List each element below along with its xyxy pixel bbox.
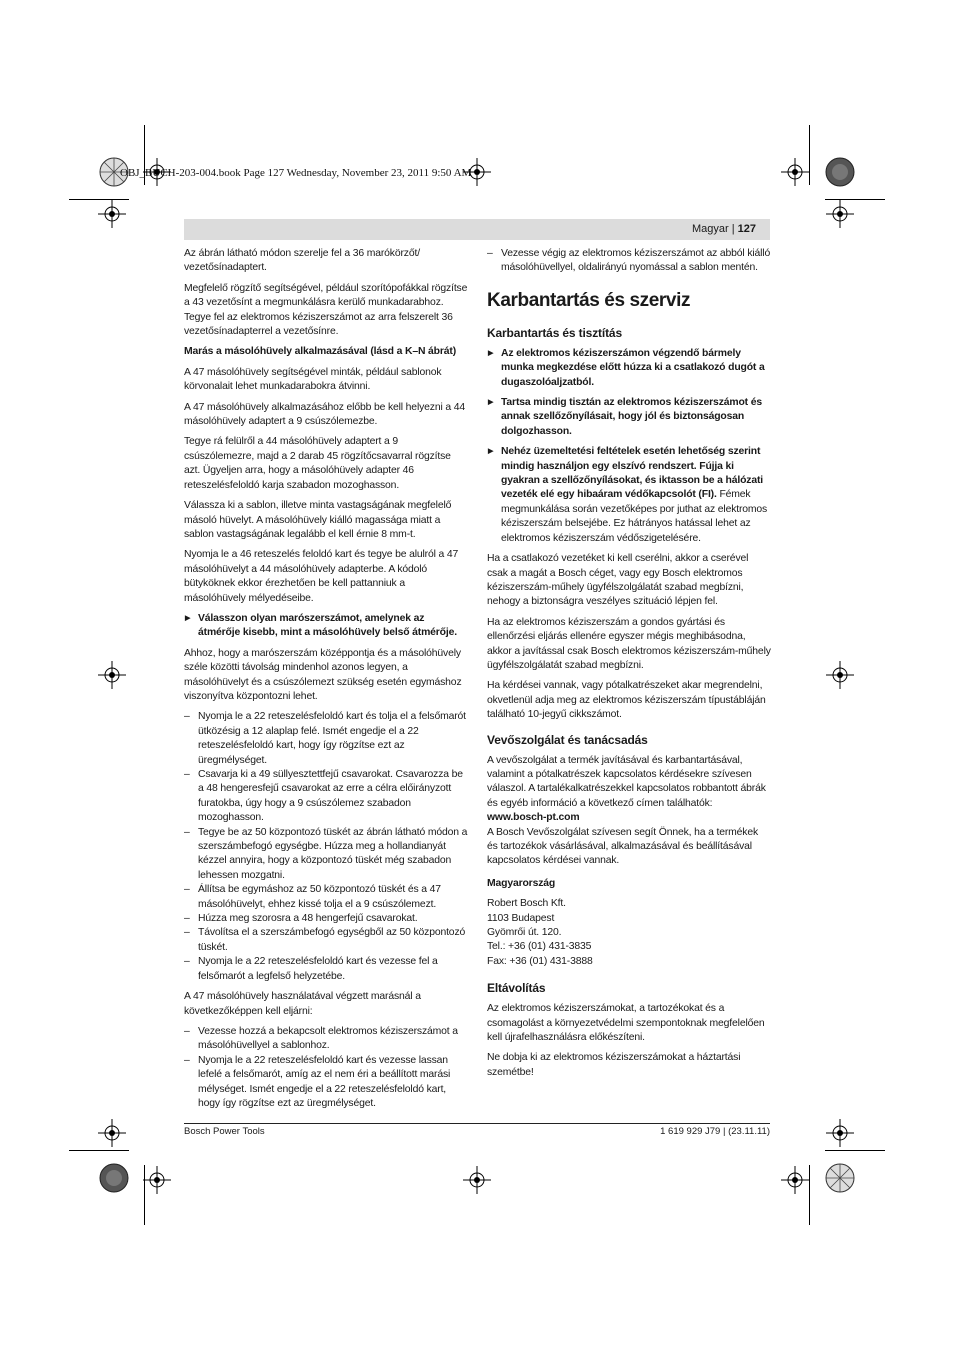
warning-item xyxy=(487,445,771,546)
paragraph: Megfelelő rögzítő segítségével, például szorítópofákkal rögzítse a 43 vezetősínt a megmunkálásra kerülő munkadarabhoz. Tegye fel az elektromos kéziszerszámot az arra felszerelt 36 vezetősínadapterrel a vezetősínre. xyxy=(184,282,468,338)
footer-code: 1 619 929 J79 | (23.11.11) xyxy=(660,1126,770,1137)
page-number: 127 xyxy=(737,223,756,235)
list-item: – Tegye be az 50 központozó tüskét az ábrán látható módon a szerszámbefogó egységbe. Húzza meg a hollandianyát kézzel annyira, hogy a központozó tüskét még szabadon lehessen mozgatni. xyxy=(184,826,468,884)
country-heading: Magyarország xyxy=(487,877,556,889)
paragraph: A 47 másolóhüvely segítségével minták, például sablonok körvonalait lehet munkadarabokra átvinni. xyxy=(184,366,442,393)
warning-item: ▶ Az elektromos kéziszerszámon végzendő bármely munka megkezdése előtt húzza ki a csatlakozó dugót a dugaszolóaljzatból. xyxy=(487,347,771,390)
section-subtitle: Vevőszolgálat és tanácsadás xyxy=(487,732,648,747)
registration-crosshair-icon xyxy=(98,1119,126,1147)
address-block xyxy=(487,897,771,969)
registration-crosshair-icon xyxy=(826,1119,854,1147)
paragraph: Ha az elektromos kéziszerszám a gondos gyártási és ellenőrzési eljárás ellenére egyszer mégis meghibásodna, akkor a javítással csak Bosch elektromos kéziszerszám-műhely ügyfélszolgálatát szabad megbízni. xyxy=(487,616,771,671)
list-item: – Nyomja le a 22 reteszelésfeloldó kart és tolja el a felsőmarót ütközésig a 12 alaplap felé. Ismét engedje el a 22 reteszelésfeloldó kart, hogy így rögzítse ezt az üregmélységet. xyxy=(184,710,468,768)
registration-crosshair-icon xyxy=(463,1166,491,1194)
paragraph: Az elektromos kéziszerszámokat, a tartozékokat és a csomagolást a környezetvédelmi szempontoknak megfelelően kell újrafelhasználásra előkészíteni. xyxy=(487,1003,765,1044)
address-line: Tel.: +36 (01) 431-3835 xyxy=(487,941,592,953)
crop-mark xyxy=(809,125,810,185)
paragraph: A vevőszolgálat a termék javításával és karbantartásával, valamint a pótalkatrészek kapcsolatos kérdésekre szívesen válaszol. A tartalékalkatrészekkel kapcsolatos robbantott ábrák és egyéb információ a következő címen találhatók: xyxy=(487,754,766,809)
paragraph: A Bosch Vevőszolgálat szívesen segít Önnek, ha a termékek és tartozékok vásárlásával, alkalmazásával és beállításával kapcsolatos kérdései vannak. xyxy=(487,826,758,867)
list-item: – Nyomja le a 22 reteszelésfeloldó kart és vezesse lassan lefelé a felsőmarót, amíg az el nem éri a beállított marási mélységet. Ismét engedje el a 22 reteszelésfeloldó kart, hogy így rögzítse ezt az üregmélységet. xyxy=(184,1054,468,1112)
print-info: OBJ_BUCH-203-004.book Page 127 Wednesday, November 23, 2011 9:50 AM xyxy=(120,167,472,179)
paragraph: A 47 másolóhüvely alkalmazásához előbb be kell helyezni a 44 másolóhüvely adaptert a 9 csúszólemezbe. xyxy=(184,401,465,428)
paragraph: Ahhoz, hogy a marószerszám középpontja és a másolóhüvely széle közötti távolság mindenhol azonos legyen, a másolóhüvelyt és a csúszólemezt szükség esetén egymáshoz viszonyítva központozni lehet. xyxy=(184,647,462,702)
left-column xyxy=(184,247,468,1111)
list-item: – Vezesse végig az elektromos kéziszerszámot az abból kiálló másolóhüvellyel, oldalirányú nyomással a sablon mentén. xyxy=(487,247,771,276)
registration-crosshair-icon xyxy=(98,200,126,228)
address-line: 1103 Budapest xyxy=(487,912,555,924)
page-header: Magyar | 127 xyxy=(184,219,770,240)
registration-crosshair-icon xyxy=(143,1166,171,1194)
crop-mark xyxy=(69,1150,129,1151)
address-line: Fax: +36 (01) 431-3888 xyxy=(487,955,593,967)
list-item: – Állítsa be egymáshoz az 50 központozó tüskét és a 47 másolóhüvelyt, ehhez kissé tolja el a 9 csúszólemezt. xyxy=(184,883,468,912)
list-item: – Csavarja ki a 49 süllyesztettfejű csavarokat. Csavarozza be a 48 hengeresfejű csavarokat az erre a célra előirányzott furatokba, úgy hogy a 9 csúszólemez szabadon mozoghasson. xyxy=(184,768,468,826)
address-line: Gyömrői út. 120. xyxy=(487,927,562,939)
paragraph: Tegye rá felülről a 44 másolóhüvely adaptert a 9 csúszólemezre, majd a 2 darab 45 rögzítőcsavarral rögzítse azt. Ügyeljen arra, hogy a másolóhüvely adapter 46 reteszelésfeloldó karja szabadon mozoghasson. xyxy=(184,436,451,491)
paragraph: Nyomja le a 46 reteszelés feloldó kart és tegye be alulról a 47 másolóhüvelyt a 44 másolóhüvely adapterbe. A kódoló bütyköknek ekkor érezhetően be kell pattanniuk a másolóhüvely mélyedéseibe. xyxy=(184,549,459,604)
paragraph: A 47 másolóhüvely használatával végzett marásnál a következőképpen kell eljárni: xyxy=(184,991,421,1017)
registration-crosshair-icon xyxy=(781,158,809,186)
website-link[interactable]: www.bosch-pt.com xyxy=(487,812,580,824)
warning-text: Fémek megmunkálása során vezetőképes por juthat az elektromos kéziszerszám belsejébe. Ez hátrányos hatással lehet az elektromos kéziszerszám védőszigetelésére. xyxy=(501,489,768,544)
registration-crosshair-icon xyxy=(826,661,854,689)
list-item: – Távolítsa el a szerszámbefogó egységből az 50 központozó tüskét. xyxy=(184,926,468,955)
right-column xyxy=(487,247,771,1086)
registration-crosshair-icon xyxy=(826,200,854,228)
section-subtitle: Karbantartás és tisztítás xyxy=(487,325,622,340)
warning-item: ▶ Válasszon olyan marószerszámot, amelynek az átmérője kisebb, mint a másolóhüvely belső átmérője. xyxy=(184,612,468,641)
footer-brand: Bosch Power Tools xyxy=(184,1126,265,1137)
registration-target-icon xyxy=(824,1162,856,1194)
paragraph: Az ábrán látható módon szerelje fel a 36 marókörzőt/ vezetősínadaptert. xyxy=(184,248,420,274)
footer-divider xyxy=(184,1123,770,1124)
list-item: – Vezesse hozzá a bekapcsolt elektromos kéziszerszámot a másolóhüvellyel a sablonhoz. xyxy=(184,1025,468,1054)
warning-item: ▶ Tartsa mindig tisztán az elektromos kéziszerszámot és annak szellőzőnyílásait, hogy jól és biztonságosan dolgozhasson. xyxy=(487,396,771,439)
address-line: Robert Bosch Kft. xyxy=(487,898,566,910)
paragraph: Ne dobja ki az elektromos kéziszerszámokat a háztartási szemétbe! xyxy=(487,1052,741,1078)
paragraph: Ha kérdései vannak, vagy pótalkatrészeket akar megrendelni, okvetlenül adja meg az elektromos kéziszerszám típustábláján található 10-jegyű cikkszámot. xyxy=(487,680,766,721)
section-title: Karbantartás és szerviz xyxy=(487,289,691,311)
registration-crosshair-icon xyxy=(98,661,126,689)
paragraph: Válassza ki a sablon, illetve minta vastagságának megfelelő másoló hüvelyt. A másolóhüvely kiálló magassága miatt a sablon vastagságának legalább el kell érnie 8 mm-t. xyxy=(184,500,452,540)
list-item: – Húzza meg szorosra a 48 hengerfejű csavarokat. xyxy=(184,912,468,926)
registration-crosshair-icon xyxy=(781,1166,809,1194)
registration-target-icon xyxy=(98,1162,130,1194)
header-language: Magyar xyxy=(691,223,729,235)
registration-target-icon xyxy=(824,156,856,188)
subheading: Marás a másolóhüvely alkalmazásával (lásd a K–N ábrát) xyxy=(184,346,457,358)
warning-bold: Nehéz üzemeltetési feltételek esetén lehetőség szerint mindig használjon egy elszívó rendszert. Fújja ki gyakran a szellőzőnyílásokat, és iktasson be a hálózati vezeték elé egy hibaáram védőkapcsolót (FI). xyxy=(501,446,764,501)
section-subtitle: Eltávolítás xyxy=(487,981,546,996)
paragraph: Ha a csatlakozó vezetéket ki kell cserélni, akkor a cserével csak a magát a Bosch céget, vagy egy Bosch elektromos kéziszerszám-műhely ügyfélszolgálatát szabad megbízni, nehogy a biztonságra veszélyes szituáció lépjen fel. xyxy=(487,553,749,608)
crop-mark xyxy=(825,1150,885,1151)
crop-mark xyxy=(809,1165,810,1225)
list-item: – Nyomja le a 22 reteszelésfeloldó kart és vezesse fel a felsőmarót a legfelső helyzetébe. xyxy=(184,955,468,984)
